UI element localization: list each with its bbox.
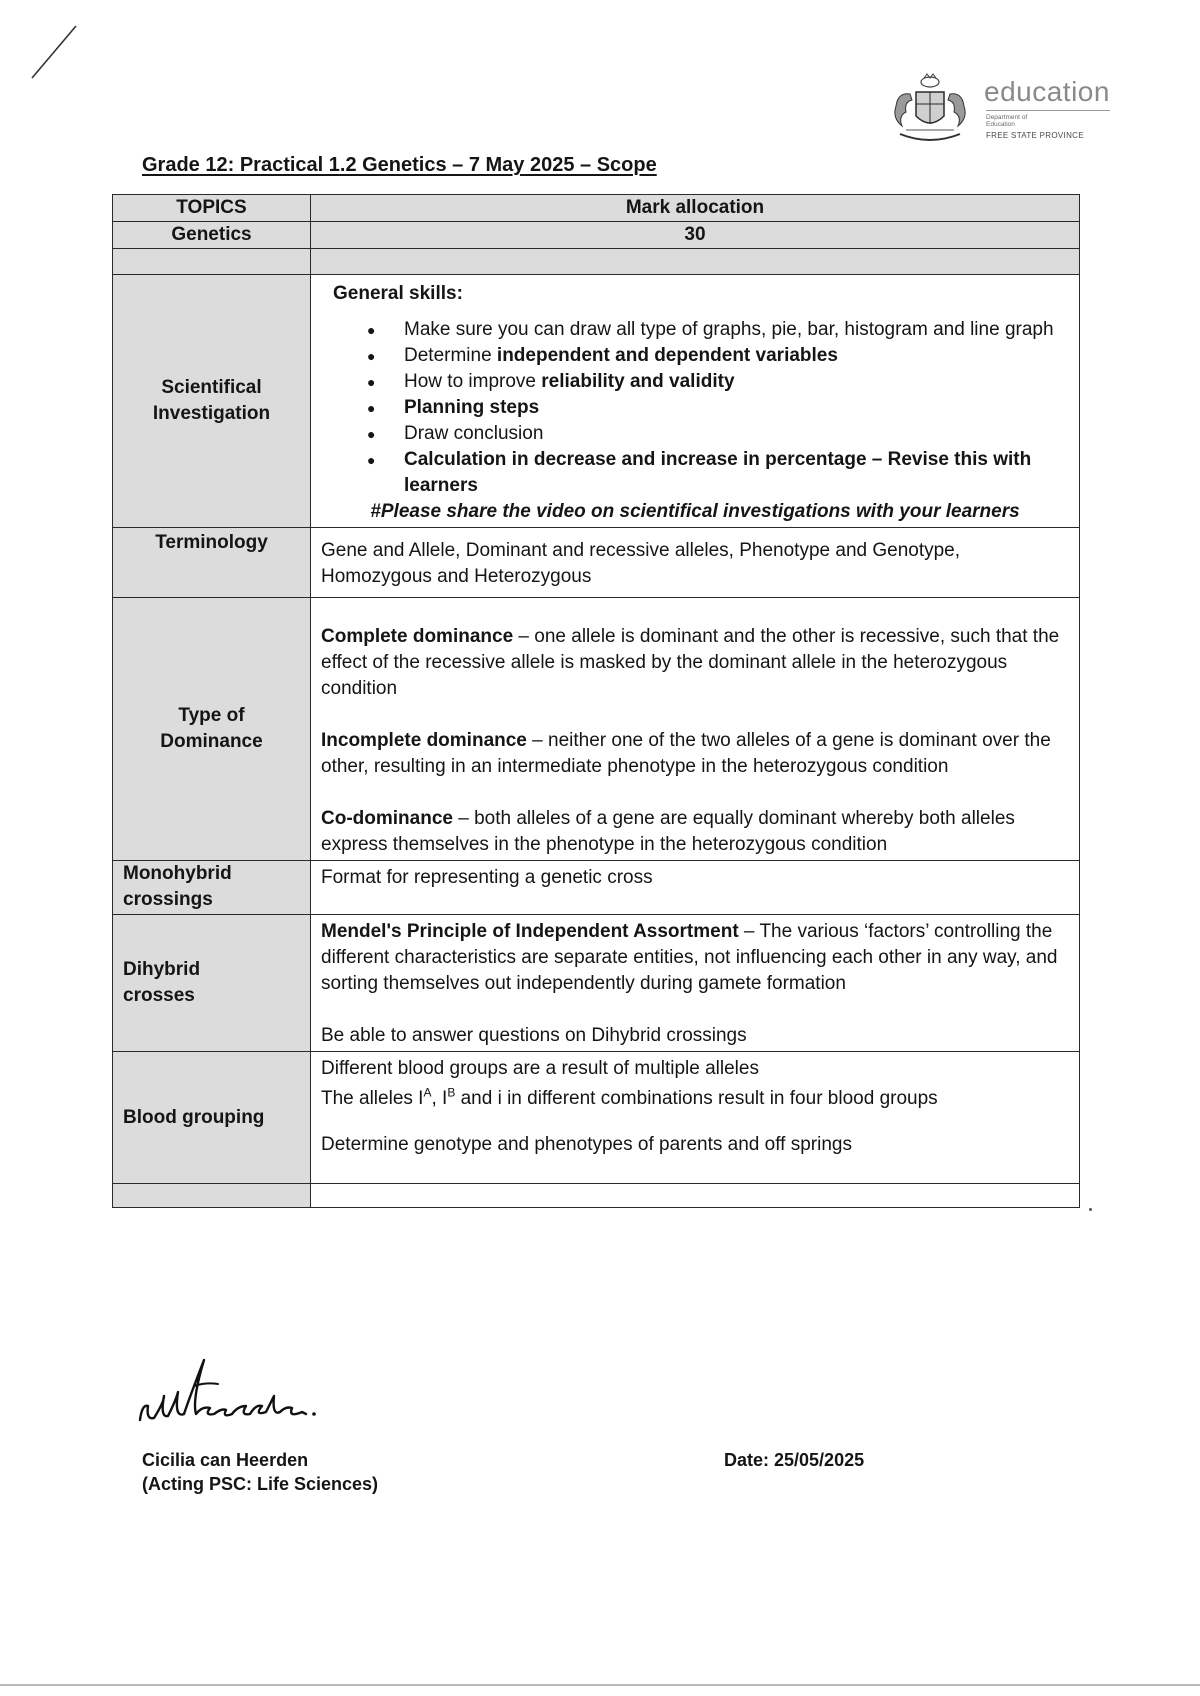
skill-emphasis: Planning steps	[404, 397, 540, 418]
signature-date: Date: 25/05/2025	[724, 1450, 865, 1470]
list-item	[367, 343, 1069, 369]
scan-edge-line	[0, 1684, 1200, 1686]
list-item	[367, 317, 1069, 343]
list-item	[367, 369, 1069, 395]
principle-text: – The various ‘factors’ controlling the different characteristics are separate entities, not influencing each other in any way, and sorting themselves out independently during gamete formation	[321, 921, 1058, 994]
dominance-complete	[321, 624, 1069, 702]
skill-emphasis: reliability and validity	[541, 371, 735, 392]
topic-terminology: Terminology	[113, 528, 311, 598]
scientific-investigation-row	[113, 275, 1080, 528]
dominance-term: Incomplete dominance	[321, 730, 527, 751]
skill-text: Determine	[404, 345, 497, 366]
topic-line: crosses	[123, 985, 195, 1006]
spacer-row	[113, 249, 1080, 275]
spacer-cell	[311, 249, 1080, 275]
skills-list	[367, 317, 1069, 499]
topic-dihybrid	[113, 915, 311, 1052]
scan-dot	[1089, 1208, 1092, 1211]
department-logo	[880, 72, 1120, 152]
subject-name: Genetics	[113, 222, 311, 249]
document-title: Grade 12: Practical 1.2 Genetics – 7 May 2025 – Scope	[142, 154, 657, 176]
skill-emphasis: Calculation in decrease and increase in percentage – Revise this with learners	[404, 449, 1032, 496]
bullet-icon: ●	[367, 374, 376, 390]
pen-stroke-mark	[28, 24, 80, 80]
dominance-term: Co-dominance	[321, 808, 453, 829]
blood-line-1: Different blood groups are a result of multiple alleles	[321, 1058, 759, 1079]
topic-line: Dominance	[160, 731, 263, 752]
topic-line: Scientifical	[161, 377, 262, 398]
topic-line: Investigation	[152, 403, 271, 424]
alleles-prefix: The alleles I	[321, 1088, 424, 1109]
bullet-icon: ●	[367, 452, 376, 468]
signer-role: (Acting PSC: Life Sciences)	[142, 1474, 379, 1494]
empty-cell	[311, 1184, 1080, 1208]
dihybrid-row	[113, 915, 1080, 1052]
subject-row	[113, 222, 1080, 249]
table-header-row	[113, 195, 1080, 222]
terminology-row	[113, 528, 1080, 598]
dominance-content	[311, 598, 1080, 861]
list-item	[367, 421, 1069, 447]
dominance-codominance	[321, 806, 1069, 858]
logo-province: FREE STATE PROVINCE	[986, 131, 1084, 140]
dominance-row	[113, 598, 1080, 861]
skill-text: Draw conclusion	[404, 423, 544, 444]
logo-department	[986, 114, 1027, 128]
logo-department-line1: Department of	[986, 114, 1028, 121]
dihybrid-extra: Be able to answer questions on Dihybrid crossings	[321, 1025, 747, 1046]
blood-line-3: Determine genotype and phenotypes of parents and off springs	[321, 1134, 852, 1155]
scope-table	[112, 194, 1080, 1208]
topic-blood-grouping: Blood grouping	[113, 1052, 311, 1184]
alleles-sep: , I	[431, 1088, 448, 1109]
logo-divider	[986, 110, 1110, 111]
topic-line: Type of	[178, 705, 245, 726]
allele-sup-b: B	[447, 1085, 456, 1100]
blood-grouping-row	[113, 1052, 1080, 1184]
dominance-incomplete	[321, 728, 1069, 780]
list-item	[367, 395, 1069, 421]
subject-marks: 30	[311, 222, 1080, 249]
spacer-cell	[113, 249, 311, 275]
bullet-icon: ●	[367, 426, 376, 442]
empty-last-row	[113, 1184, 1080, 1208]
skill-text: How to improve	[404, 371, 542, 392]
topic-line: Dihybrid	[123, 959, 201, 980]
dihybrid-content	[311, 915, 1080, 1052]
monohybrid-content: Format for representing a genetic cross	[311, 861, 1080, 915]
dominance-term: Complete dominance	[321, 626, 514, 647]
topic-monohybrid: Monohybrid crossings	[113, 861, 311, 915]
logo-wordmark: education	[984, 76, 1110, 107]
dominance-text: – neither one of the two alleles of a gene is dominant over the other, resulting in an intermediate phenotype in the heterozygous condition	[321, 730, 1051, 777]
monohybrid-row	[113, 861, 1080, 915]
logo-department-line2: Education	[986, 121, 1015, 128]
share-video-note: #Please share the video on scientifical investigations with your learners	[370, 501, 1020, 522]
blood-content	[311, 1052, 1080, 1184]
skills-heading: General skills:	[333, 283, 463, 304]
dominance-text: – one allele is dominant and the other is recessive, such that the effect of the recessive allele is masked by the dominant allele in the heterozygous condition	[321, 626, 1060, 699]
skill-emphasis: independent and dependent variables	[496, 345, 838, 366]
handwritten-signature	[134, 1356, 374, 1436]
coat-of-arms-icon	[880, 72, 980, 152]
list-item	[367, 447, 1069, 499]
empty-cell	[113, 1184, 311, 1208]
scientific-content	[311, 275, 1080, 528]
independent-assortment	[321, 919, 1069, 997]
allele-sup-a: A	[423, 1085, 432, 1100]
topic-type-of-dominance	[113, 598, 311, 861]
topic-scientific-investigation	[113, 275, 311, 528]
bullet-icon: ●	[367, 322, 376, 338]
bullet-icon: ●	[367, 348, 376, 364]
bullet-icon: ●	[367, 400, 376, 416]
dominance-text: – both alleles of a gene are equally dominant whereby both alleles express themselves in the phenotype in the heterozygous condition	[321, 808, 1015, 855]
signer-block	[142, 1448, 378, 1496]
header-topics: TOPICS	[113, 195, 311, 222]
header-mark-allocation: Mark allocation	[311, 195, 1080, 222]
alleles-suffix: and i in different combinations result in four blood groups	[455, 1088, 938, 1109]
terminology-content: Gene and Allele, Dominant and recessive alleles, Phenotype and Genotype, Homozygous and Heterozygous	[311, 528, 1080, 598]
signer-name: Cicilia can Heerden	[142, 1450, 309, 1470]
blood-alleles-line	[321, 1086, 1069, 1112]
principle-term: Mendel's Principle of Independent Assortment	[321, 921, 739, 942]
skill-text: Make sure you can draw all type of graphs, pie, bar, histogram and line graph	[404, 319, 1054, 340]
